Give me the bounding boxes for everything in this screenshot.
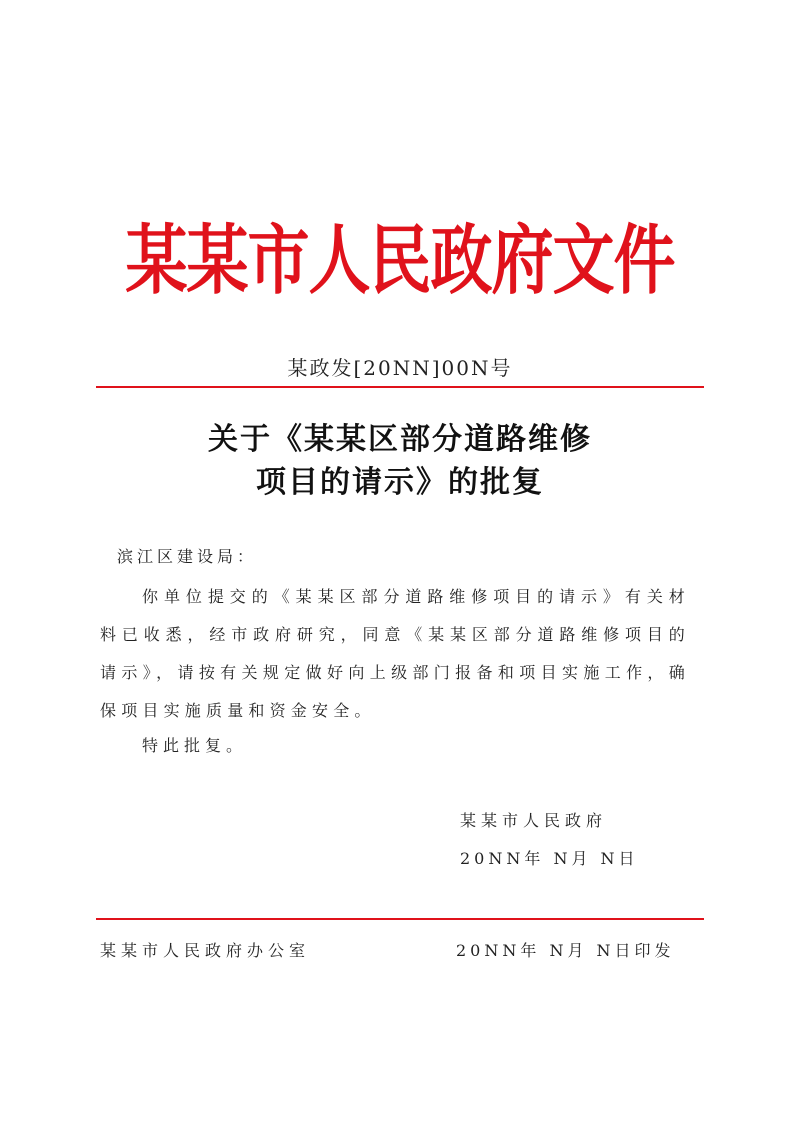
- header-divider: [96, 386, 704, 388]
- document-subject: [0, 418, 800, 504]
- closing-remark: 特此批复。: [142, 736, 248, 755]
- footer-issuer: 某某市人民政府办公室: [100, 941, 311, 960]
- footer-issue-date: 20NN年 N月 N日印发: [456, 941, 675, 960]
- body-paragraph: 你单位提交的《某某区部分道路维修项目的请示》有关材料已收悉，经市政府研究，同意《某某区部分道路维修项目的请示》，请按有关规定做好向上级部门报备和项目实施工作，确保项目实施质量和资金安全。: [100, 587, 690, 720]
- addressee: 滨江区建设局：: [117, 547, 258, 566]
- subject-line-1: 关于《某某区部分道路维修: [208, 422, 592, 457]
- signature-organization: 某某市人民政府: [460, 811, 608, 830]
- document-header-title: 某某市人民政府文件: [125, 215, 675, 305]
- subject-line-2: 项目的请示》的批复: [256, 465, 544, 500]
- footer-divider: [96, 918, 704, 920]
- document-number: 某政发[20NN]00N号: [287, 356, 513, 380]
- body-text: [100, 578, 690, 730]
- signature-date: 20NN年 N月 N日: [460, 849, 639, 868]
